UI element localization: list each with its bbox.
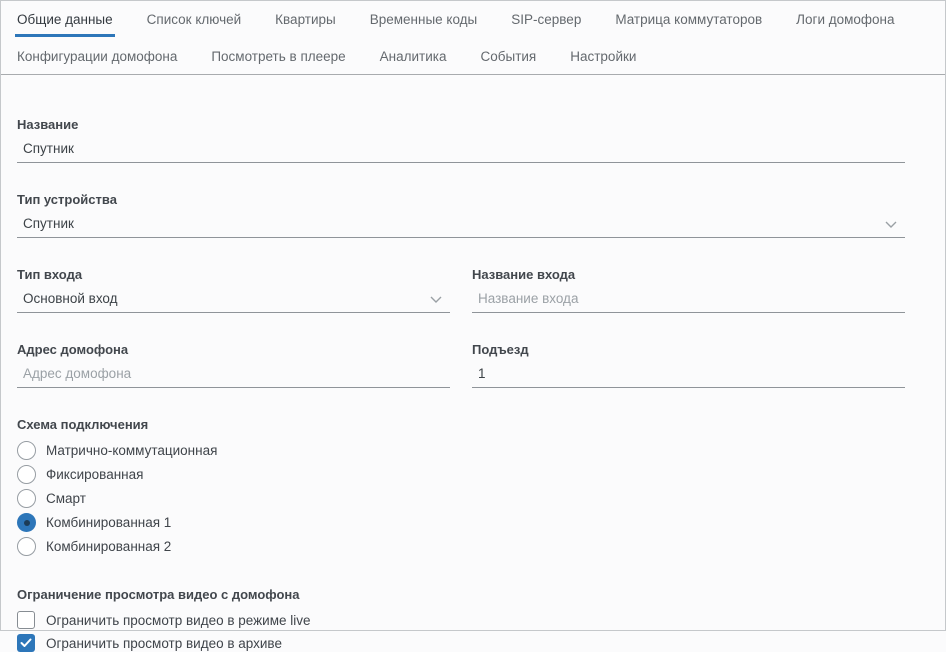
tab-row1-2[interactable]: Квартиры: [275, 12, 336, 27]
entrance-type-select[interactable]: [17, 289, 450, 313]
entrance-type-field-group: [17, 267, 450, 313]
entrance-type-label: Тип входа: [17, 267, 83, 282]
entrance-name-label: Название входа: [472, 267, 576, 282]
tab-row1-4[interactable]: SIP-сервер: [511, 12, 582, 27]
tab-row2-4[interactable]: Настройки: [570, 49, 637, 64]
intercom-settings-form: [1, 75, 945, 652]
radio-icon[interactable]: [17, 537, 36, 556]
radio-selected-icon[interactable]: [17, 513, 36, 532]
tab-row2-2[interactable]: Аналитика: [379, 49, 447, 64]
radio-option-1[interactable]: [17, 465, 905, 484]
address-field-group: [17, 342, 450, 388]
device-type-select[interactable]: [17, 214, 905, 238]
connection-scheme-group: [17, 417, 905, 556]
entrance-type-value: Основной вход: [23, 291, 118, 306]
radio-option-2[interactable]: [17, 489, 905, 508]
entrance-name-input[interactable]: [472, 289, 905, 313]
tab-row1-5[interactable]: Матрица коммутаторов: [615, 12, 763, 27]
chevron-down-icon: [430, 296, 442, 304]
checkbox-option-1[interactable]: [17, 634, 905, 652]
checkbox-option-label: Ограничить просмотр видео в архиве: [46, 635, 282, 651]
entrance-number-label: Подъезд: [472, 342, 529, 357]
radio-icon[interactable]: [17, 465, 36, 484]
radio-option-label: Комбинированная 2: [46, 539, 172, 554]
chevron-down-icon: [885, 221, 897, 229]
address-input[interactable]: [17, 364, 450, 388]
tab-row1-6[interactable]: Логи домофона: [796, 12, 895, 27]
radio-icon[interactable]: [17, 489, 36, 508]
radio-option-0[interactable]: [17, 441, 905, 460]
name-input[interactable]: [17, 139, 905, 163]
entrance-name-field-group: [472, 267, 905, 313]
checkbox-option-label: Ограничить просмотр видео в режиме live: [46, 612, 311, 628]
tab-row2-3[interactable]: События: [480, 49, 537, 64]
tab-row-secondary: [15, 37, 931, 74]
video-restrictions-options: [17, 611, 905, 652]
address-row: [17, 342, 905, 388]
tab-bar: [1, 1, 945, 75]
radio-icon[interactable]: [17, 441, 36, 460]
device-type-field-group: [17, 192, 905, 238]
checkbox-icon[interactable]: [17, 611, 35, 629]
checkbox-checked-icon[interactable]: [17, 634, 35, 652]
radio-option-4[interactable]: [17, 537, 905, 556]
radio-option-label: Матрично-коммутационная: [46, 443, 218, 458]
radio-option-label: Смарт: [46, 491, 86, 506]
checkbox-option-0[interactable]: [17, 611, 905, 629]
address-label: Адрес домофона: [17, 342, 129, 357]
device-type-label: Тип устройства: [17, 192, 117, 207]
video-restrictions-group: [17, 587, 905, 652]
tab-row1-1[interactable]: Список ключей: [146, 12, 242, 27]
tab-row1-3[interactable]: Временные коды: [369, 12, 478, 27]
radio-option-label: Фиксированная: [46, 467, 144, 482]
tab-row2-1[interactable]: Посмотреть в плеере: [211, 49, 346, 64]
radio-option-label: Комбинированная 1: [46, 515, 172, 530]
connection-scheme-options: [17, 441, 905, 556]
connection-scheme-label: Схема подключения: [17, 417, 149, 432]
entrance-row: [17, 267, 905, 313]
radio-option-3[interactable]: [17, 513, 905, 532]
entrance-number-input[interactable]: [472, 364, 905, 388]
name-label: Название: [17, 117, 79, 132]
video-restrictions-label: Ограничение просмотра видео с домофона: [17, 587, 300, 602]
device-type-value: Спутник: [23, 216, 74, 231]
entrance-number-field-group: [472, 342, 905, 388]
tab-row2-0[interactable]: Конфигурации домофона: [17, 49, 178, 64]
tab-row-primary: [15, 1, 931, 37]
tab-row1-0[interactable]: Общие данные: [15, 12, 115, 37]
name-field-group: [17, 117, 905, 163]
